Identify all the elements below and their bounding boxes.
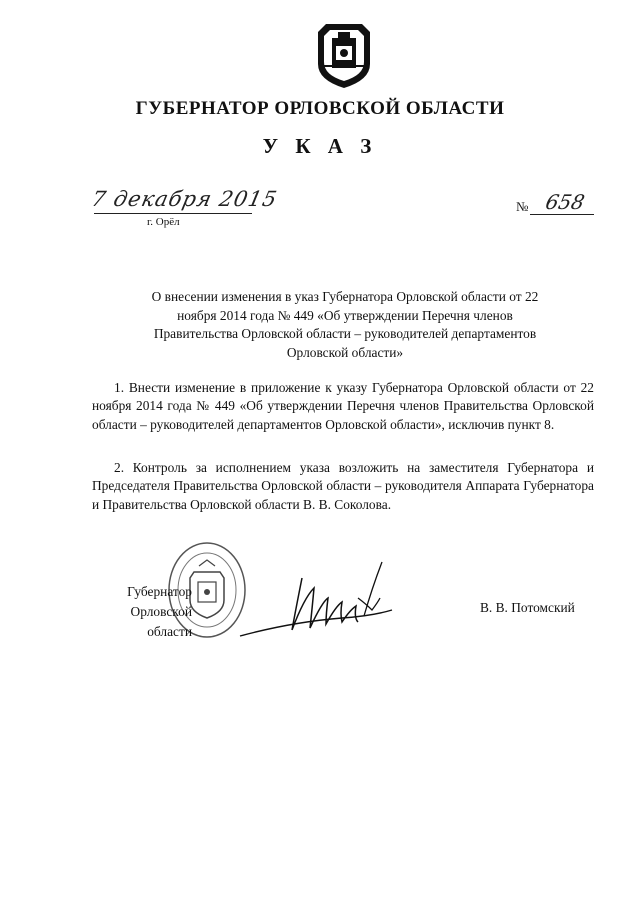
paragraph-2-text: 2. Контроль за исполнением указа возложить на заместителя Губернатора и Председателя Правительства Орловской области – руководителя Аппарата Губернатора и Правительства Орловской области В. В. Соколова.	[92, 460, 594, 512]
paragraph-2	[92, 459, 594, 514]
org-title: ГУБЕРНАТОР ОРЛОВСКОЙ ОБЛАСТИ	[135, 98, 505, 119]
city-label: г. Орёл	[147, 216, 180, 228]
number-label: №	[516, 199, 529, 214]
signer-title-line1: Губернатор	[127, 584, 192, 599]
date-handwritten: 7 декабря 2015	[89, 187, 280, 211]
document-subject: О внесении изменения в указ Губернатора Орловской области от 22 ноября 2014 года № 449 «Об утверждении Перечня членов Правительства Орловской области – руководителей департаментов Орловской области»	[151, 289, 539, 360]
date-underline	[94, 213, 252, 214]
paragraph-1-text: 1. Внести изменение в приложение к указу Губернатора Орловской области от 22 ноября 2014 года № 449 «Об утверждении Перечня членов Правительства Орловской области – руководителей департаментов Орловской области», исключив пункт 8.	[92, 380, 594, 432]
signer-title-line2: Орловской области	[130, 604, 192, 639]
signer-title	[92, 582, 192, 642]
number-underline	[530, 214, 594, 215]
coat-of-arms-icon	[312, 18, 376, 90]
paragraph-1	[92, 379, 594, 434]
document-type: У К А З	[262, 134, 378, 158]
number-handwritten: 658	[543, 190, 587, 214]
signature-icon	[232, 558, 402, 648]
signer-name: В. В. Потомский	[480, 600, 575, 615]
